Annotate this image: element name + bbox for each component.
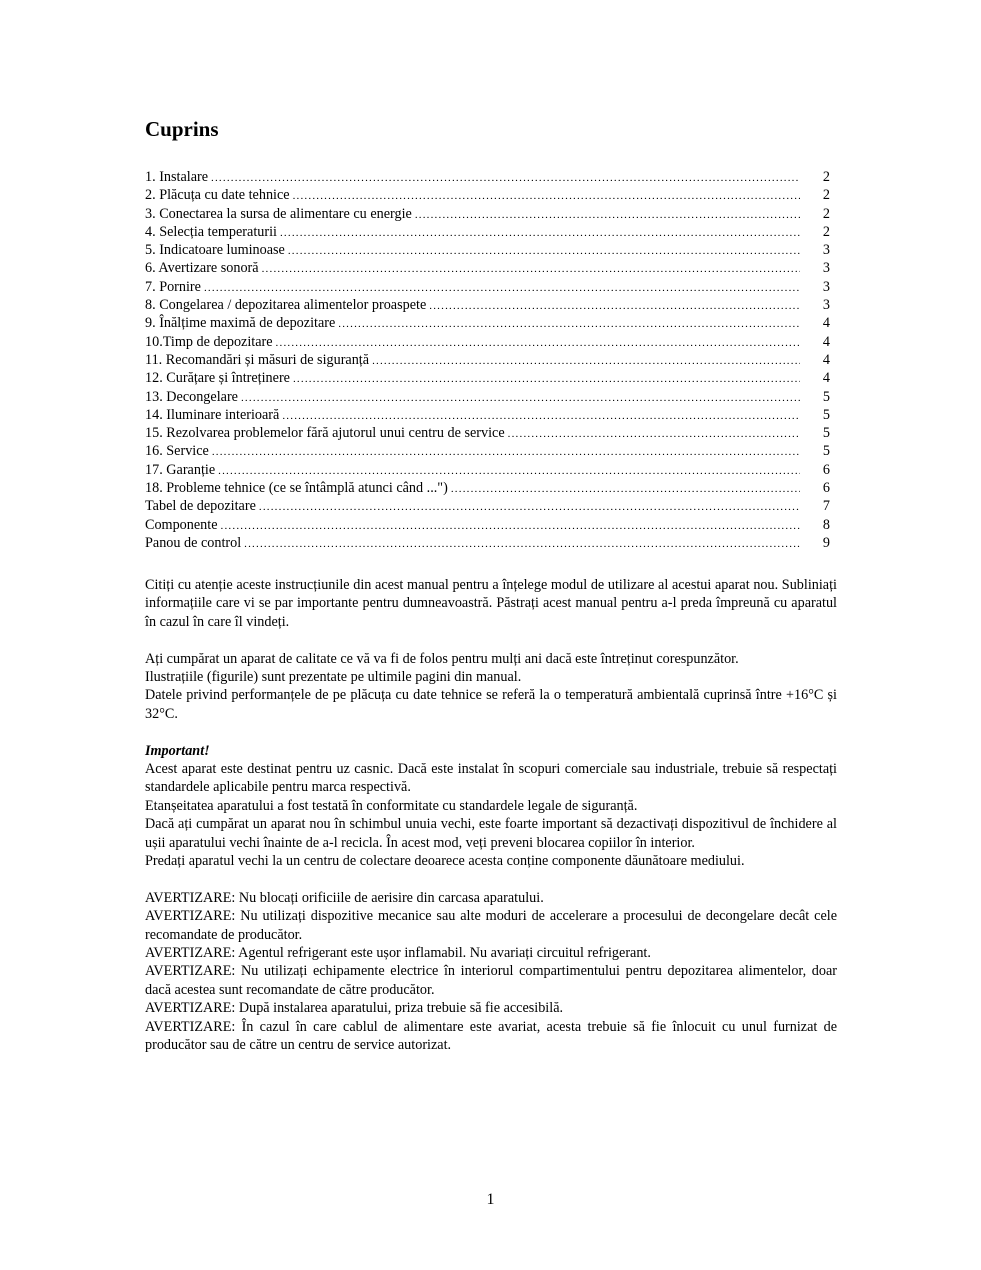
toc-entry-page: 3 xyxy=(822,260,830,277)
toc-entry-label: 5. Indicatoare luminoase xyxy=(145,242,285,259)
toc-entry-label: 18. Probleme tehnice (ce se întâmplă atunci când ...") xyxy=(145,480,448,497)
toc-entry-label: 7. Pornire xyxy=(145,278,201,295)
toc-leader-dots xyxy=(244,535,800,553)
toc-entry-label: 1. Instalare xyxy=(145,169,209,185)
toc-entry-label: 4. Selecția temperaturii xyxy=(145,223,277,240)
toc-entry xyxy=(145,314,830,332)
toc-entry-page: 3 xyxy=(822,242,830,259)
toc-entry xyxy=(145,442,830,460)
toc-entry-page: 2 xyxy=(822,187,830,204)
toc-entry-page: 6 xyxy=(822,461,830,478)
toc-leader-dots xyxy=(276,334,800,352)
toc-entry-label: 8. Congelarea / depozitarea alimentelor proaspete xyxy=(145,297,427,314)
toc-entry-page: 4 xyxy=(822,370,830,387)
toc-leader-dots xyxy=(218,462,800,480)
toc-entry xyxy=(145,461,830,479)
intro-paragraph: Ați cumpărat un aparat de calitate ce vă va fi de folos pentru mulți ani dacă este întreținut corespunzător. xyxy=(145,650,739,667)
toc-entry-page: 5 xyxy=(822,443,830,460)
toc-entry-label: 13. Decongelare xyxy=(145,388,238,405)
toc-entry-page: 3 xyxy=(822,297,830,314)
warning-paragraph: AVERTIZARE: Nu blocați orificiile de aerisire din carcasa aparatului. xyxy=(145,889,544,906)
toc-entry-label: 16. Service xyxy=(145,443,209,460)
toc-entry-label: 14. Iluminare interioară xyxy=(145,406,280,423)
toc-entry-label: 12. Curățare și întreținere xyxy=(145,370,290,387)
toc-entry-label: Componente xyxy=(145,516,218,533)
warning-paragraph: AVERTIZARE: După instalarea aparatului, priza trebuie să fie accesibilă. xyxy=(145,1000,564,1017)
toc-entry xyxy=(145,205,830,223)
toc-entry xyxy=(145,223,830,241)
toc-leader-dots xyxy=(241,389,800,407)
toc-leader-dots xyxy=(415,206,800,224)
toc-leader-dots xyxy=(211,169,800,187)
toc-entry xyxy=(145,259,830,277)
toc-leader-dots xyxy=(451,480,800,498)
toc-entry-label: 6. Avertizare sonoră xyxy=(145,260,259,277)
toc-entry xyxy=(145,369,830,387)
toc-leader-dots xyxy=(259,498,800,516)
toc-leader-dots xyxy=(262,260,800,278)
important-paragraph: Predați aparatul vechi la un centru de colectare deoarece acesta conține componente dăunătoare mediului. xyxy=(145,853,745,870)
important-paragraph: Acest aparat este destinat pentru uz casnic. Dacă este instalat în scopuri comerciale sau industriale, trebuie să respectați standardele aplicabile pentru marca respectivă. xyxy=(145,761,837,796)
toc-entry xyxy=(145,534,830,552)
toc-entry-page: 6 xyxy=(822,480,830,497)
toc-leader-dots xyxy=(508,425,800,443)
toc-entry xyxy=(145,351,830,369)
warning-paragraph: AVERTIZARE: Nu utilizați echipamente electrice în interiorul compartimentului pentru depozitarea alimentelor, doar dacă acestea sunt recomandate de către producător. xyxy=(145,963,837,998)
toc-entry xyxy=(145,497,830,515)
important-paragraph: Etanșeitatea aparatului a fost testată în conformitate cu standardele legale de siguranță. xyxy=(145,797,638,814)
toc-entry-label: Tabel de depozitare xyxy=(145,498,256,515)
intro-paragraph: Datele privind performanțele de pe plăcuța cu date tehnice se referă la o temperatură ambientală cuprinsă între +16°C și 32°C. xyxy=(145,687,837,722)
toc-entry xyxy=(145,388,830,406)
toc-leader-dots xyxy=(372,352,800,370)
important-heading: Important! xyxy=(145,742,210,759)
toc-leader-dots xyxy=(288,242,800,260)
toc-entry-label: 9. Înălțime maximă de depozitare xyxy=(145,315,336,332)
toc-entry-label: 2. Plăcuța cu date tehnice xyxy=(145,187,290,204)
toc-entry-page: 2 xyxy=(822,205,830,222)
toc-entry-page: 5 xyxy=(822,388,830,405)
toc-entry-page: 5 xyxy=(822,425,830,442)
toc-entry-label: Panou de control xyxy=(145,534,242,551)
toc-leader-dots xyxy=(280,224,800,242)
intro-paragraph: Citiți cu atenție aceste instrucțiunile din acest manual pentru a înțelege modul de utilizare al acestui aparat nou. Subliniați informațiile care vi se par importante pentru dumneavoastră. Păstrați acest manual pentru a-l preda împreună cu aparatul în cazul în care îl vindeți. xyxy=(145,577,837,630)
toc-leader-dots xyxy=(293,370,800,388)
toc-entry-label: 3. Conectarea la sursa de alimentare cu energie xyxy=(145,205,412,222)
toc-entry-label: 11. Recomandări și măsuri de siguranță xyxy=(145,351,370,368)
toc-entry-page: 3 xyxy=(822,278,830,295)
page-number: 1 xyxy=(486,1191,495,1208)
toc-entry-page: 4 xyxy=(822,351,830,368)
toc-leader-dots xyxy=(293,187,800,205)
toc-entry xyxy=(145,333,830,351)
toc-entry xyxy=(145,424,830,442)
toc-leader-dots xyxy=(204,279,800,297)
toc-entry-page: 5 xyxy=(822,406,830,423)
warning-paragraph: AVERTIZARE: Agentul refrigerant este ușor inflamabil. Nu avariați circuitul refrigerant. xyxy=(145,945,651,962)
toc-entry xyxy=(145,406,830,424)
toc-entry-page: 4 xyxy=(822,315,830,332)
toc-entry-page: 2 xyxy=(822,169,830,185)
toc-entry xyxy=(145,241,830,259)
page-title: Cuprins xyxy=(145,117,219,141)
toc-leader-dots xyxy=(282,407,800,425)
intro-paragraph: Ilustrațiile (figurile) sunt prezentate pe ultimile pagini din manual. xyxy=(145,669,522,686)
body-text xyxy=(145,576,837,1055)
toc-entry-label: 10.Timp de depozitare xyxy=(145,333,273,350)
toc-leader-dots xyxy=(221,517,800,535)
warning-paragraph: AVERTIZARE: Nu utilizați dispozitive mecanice sau alte moduri de accelerare a procesului de decongelare decât cele recomandate de producător. xyxy=(145,908,837,943)
toc-entry xyxy=(145,296,830,314)
toc-leader-dots xyxy=(212,443,800,461)
toc-entry-page: 7 xyxy=(822,498,830,515)
toc-entry xyxy=(145,186,830,204)
toc-leader-dots xyxy=(429,297,800,315)
toc-entry-label: 17. Garanție xyxy=(145,461,216,478)
toc-entry-page: 2 xyxy=(822,223,830,240)
toc-entry-page: 4 xyxy=(822,333,830,350)
warning-paragraph: AVERTIZARE: În cazul în care cablul de alimentare este avariat, acesta trebuie să fie înlocuit cu unul furnizat de producător sau de către un centru de service autorizat. xyxy=(145,1018,837,1054)
toc-entry xyxy=(145,479,830,497)
toc-leader-dots xyxy=(338,315,800,333)
toc-entry xyxy=(145,278,830,296)
toc-entry-page: 9 xyxy=(822,534,830,551)
toc-entry-page: 8 xyxy=(822,516,830,533)
table-of-contents xyxy=(145,168,830,552)
toc-entry-label: 15. Rezolvarea problemelor fără ajutorul unui centru de service xyxy=(145,425,505,442)
important-paragraph: Dacă ați cumpărat un aparat nou în schimbul unuia vechi, este foarte important să dezactivați dispozitivul de închidere al ușii aparatului vechi înainte de a-l recicla. În acest mod, veți preveni blocarea copiilor în interior. xyxy=(145,816,837,851)
toc-entry xyxy=(145,516,830,534)
toc-entry xyxy=(145,168,830,186)
